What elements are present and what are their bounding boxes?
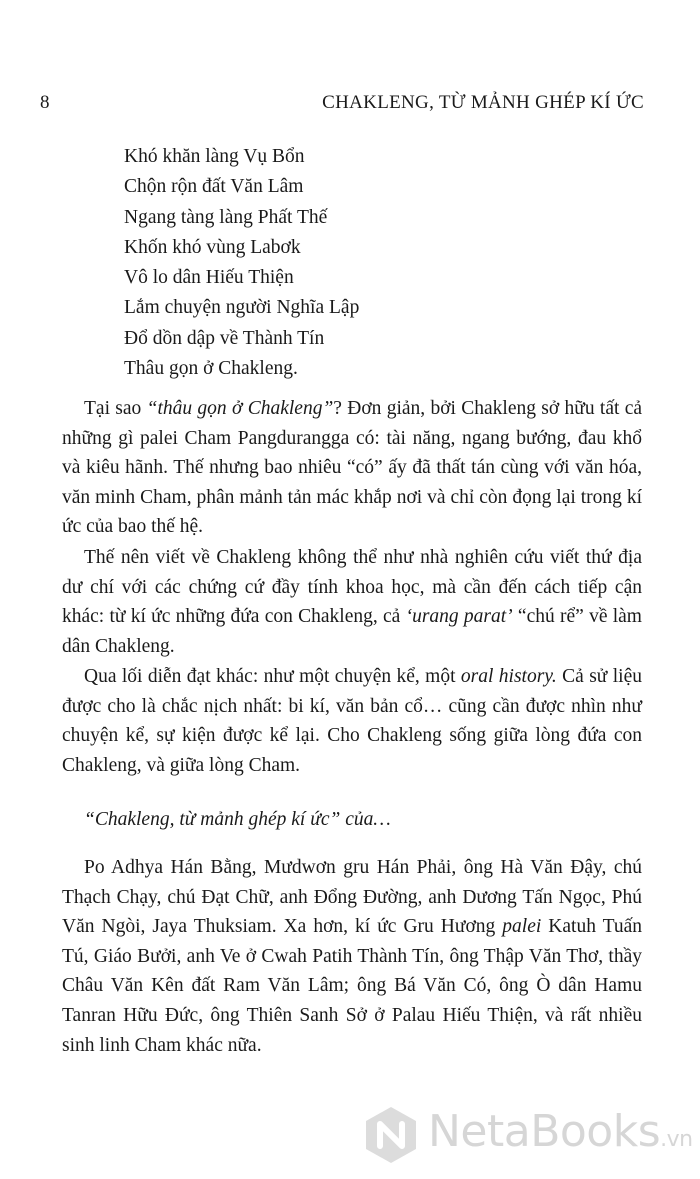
- paragraph-credits: [62, 853, 642, 1060]
- paragraph-text: Katuh Tuấn Tú, Giáo Bưởi, anh Ve ở Cwah Patih Thành Tín, ông Thập Văn Thơ, thầy Châu Văn Kên đất Ram Văn Lâm; ông Bá Văn Có, ông Ò dân Hamu Tanran Hữu Đức, ông Thiên Sanh Sở ở Palau Hiếu Thiện, và rất nhiều sinh linh Cham khác nữa.: [62, 916, 642, 1056]
- running-title: CHAKLENG, TỪ MẢNH GHÉP KÍ ỨC: [322, 92, 644, 113]
- poem-line: Thâu gọn ở Chakleng.: [124, 358, 298, 380]
- watermark: [360, 1100, 693, 1170]
- netabooks-logo-icon: [360, 1104, 422, 1166]
- paragraph-text: ? Đơn giản, bởi Chakleng sở hữu tất cả những gì palei Cham Pangdurangga có: tài năng, ngang bướng, đau khổ và kiêu hãnh. Thế nhưng bao nhiêu “có” ấy đã thất tán cùng với văn hóa, văn minh Cham, phân mảnh tản mác khắp nơi và chỉ còn đọng lại trong kí ức của bao thế hệ.: [62, 398, 643, 538]
- poem-line: Lắm chuyện người Nghĩa Lập: [124, 297, 360, 319]
- poem: [124, 142, 359, 384]
- poem-line: Khốn khó vùng Labơk: [124, 236, 301, 258]
- poem-line: Ngang tàng làng Phất Thế: [124, 206, 328, 228]
- page-number: 8: [40, 92, 50, 113]
- paragraph-text: Qua lối diễn đạt khác: như một chuyện kể, một: [84, 666, 461, 687]
- paragraph-oral-history: [62, 662, 642, 780]
- poem-line: Chộn rộn đất Văn Lâm: [124, 176, 304, 198]
- paragraph-text: Thế nên viết về Chakleng không thể như nhà nghiên cứu viết thứ địa dư chí với các chứng cứ đầy tính khoa học, mà cần đến cách tiếp cận khác: từ kí ức những đứa con Chakleng, cả: [62, 547, 642, 628]
- paragraph-text: Cả sử liệu được cho là chắc nịch nhất: bi kí, văn bản cổ… cũng cần được nhìn như chuyện kể, sự kiện được kể lại. Cho Chakleng sống giữa lòng đứa con Chakleng, và giữa lòng Cham.: [62, 666, 643, 776]
- paragraph-text: “chú rể” về làm dân Chakleng.: [62, 606, 642, 657]
- watermark-brand: NetaBooks: [428, 1106, 661, 1157]
- poem-line: Khó khăn làng Vụ Bổn: [124, 146, 305, 167]
- poem-line: Vô lo dân Hiếu Thiện: [124, 267, 294, 289]
- paragraph-text: Po Adhya Hán Bằng, Mưdwơn gru Hán Phải, ông Hà Văn Đậy, chú Thạch Chạy, chú Đạt Chữ, anh Đổng Đường, anh Dương Tấn Ngọc, Phú Văn Ngòi, Jaya Thuksiam. Xa hơn, kí ức Gru Hương: [62, 857, 642, 938]
- section-heading: “Chakleng, từ mảnh ghép kí ức” của…: [84, 809, 391, 830]
- paragraph-approach: [62, 543, 642, 661]
- poem-line: Đổ dồn dập về Thành Tín: [124, 327, 325, 349]
- page-header: [40, 92, 644, 118]
- italic-term: ‘urang parat’: [405, 606, 513, 628]
- watermark-suffix: .vn: [660, 1127, 693, 1152]
- italic-quote: “thâu gọn ở Chakleng”: [146, 398, 334, 419]
- italic-term: oral history.: [460, 666, 557, 687]
- paragraph-text: Tại sao: [84, 398, 147, 419]
- paragraph-why-chakleng: [62, 394, 642, 542]
- watermark-text: [428, 1106, 693, 1157]
- italic-term: palei: [502, 916, 542, 938]
